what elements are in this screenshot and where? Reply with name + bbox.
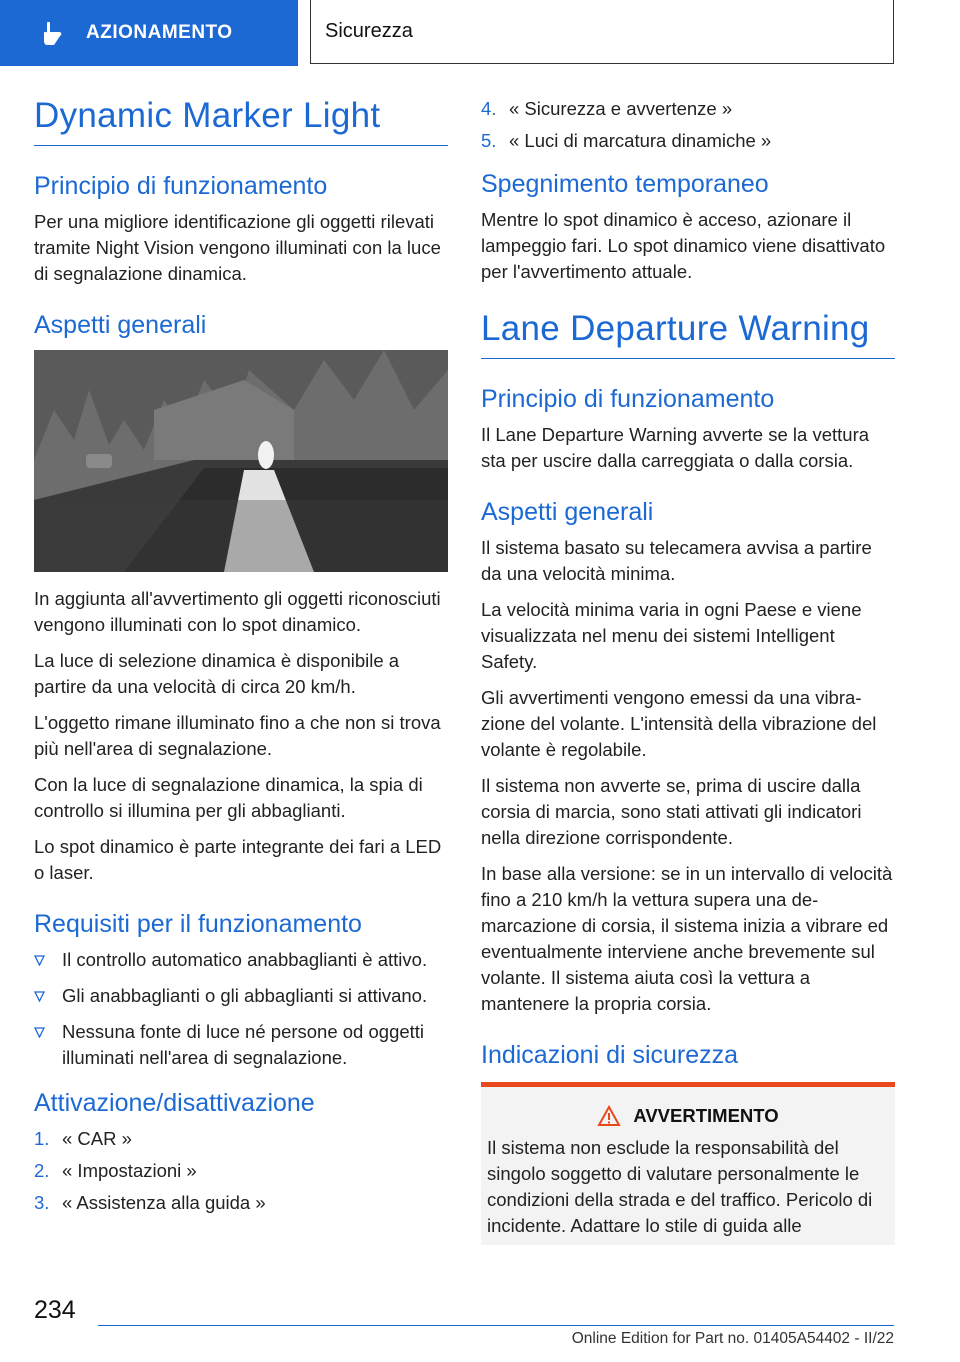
- general-paragraph: La luce di selezione dinamica è disponibile a partire da una velocità di circa 20 km/h.: [34, 650, 400, 697]
- general-paragraph: Gli avvertimenti vengono emessi da una vibrazione del volante. L'intensità della vibrazione del volante è regolabile.: [481, 687, 877, 760]
- activation-steps-continued: [481, 96, 895, 154]
- general-heading: Aspetti generali: [481, 498, 654, 526]
- general-paragraph: Il sistema basato su telecamera avvisa a partire da una velocità minima.: [481, 537, 872, 584]
- safety-heading: Indicazioni di sicurezza: [481, 1041, 739, 1069]
- principle-text: Il Lane Departure Warning avverte se la vettura sta per uscire dalla carreggiata o dalla corsia.: [481, 424, 870, 471]
- general-paragraph: La velocità minima varia in ogni Paese e viene visualizzata nel menu dei sistemi Intelligent Safety.: [481, 599, 862, 672]
- warning-title: AVVERTIMENTO: [633, 1105, 779, 1126]
- step-number: 1.: [34, 1128, 50, 1149]
- section-header: [310, 0, 894, 64]
- activation-heading: Attivazione/disattivazione: [34, 1089, 315, 1117]
- chapter-tab-label: AZIONAMENTO: [86, 22, 233, 43]
- requirements-list: [34, 947, 448, 1071]
- list-item: [34, 947, 448, 973]
- step-text: « Assistenza alla guida »: [62, 1192, 266, 1213]
- list-item: [34, 1019, 448, 1071]
- general-paragraph: In base alla versione: se in un intervallo di velocità fino a 210 km/h la vettura supera una demarcazione di corsia, il sistema inizia a vibrare ed eventualmente interviene anche brevemente sul volante. Il sistema aiuta così la vettura a mantenere la propria corsia.: [481, 863, 893, 1014]
- general-heading: Aspetti generali: [34, 311, 207, 339]
- requirements-heading: Requisiti per il funzionamento: [34, 910, 362, 938]
- principle-heading: Principio di funzionamento: [481, 385, 775, 413]
- lane-departure-warning-title: Lane Departure Warning: [481, 309, 895, 359]
- principle-text: Per una migliore identificazione gli oggetti rilevati tramite Night Vision vengono illuminati con la luce di segnalazione dinamica.: [34, 211, 441, 284]
- warning-text: Il sistema non esclude la responsabilità del singolo soggetto di valutare personalmente le condizioni della strada e del traffico. Pericolo di incidente. Adattare lo stile di guida alle: [487, 1137, 873, 1236]
- step-number: 2.: [34, 1160, 50, 1181]
- bullet-triangle-icon: [34, 991, 45, 1002]
- step-number: 3.: [34, 1192, 50, 1213]
- warning-box: [481, 1082, 895, 1245]
- principle-heading: Principio di funzionamento: [34, 172, 328, 200]
- activation-steps: [34, 1126, 448, 1216]
- general-paragraph: Lo spot dinamico è parte integrante dei fari a LED o laser.: [34, 836, 442, 883]
- bullet-triangle-icon: [34, 955, 45, 966]
- section-header-label: Sicurezza: [325, 20, 413, 42]
- hand-pointer-icon: [38, 19, 66, 47]
- dynamic-marker-light-title: Dynamic Marker Light: [34, 96, 448, 146]
- list-item-text: Il controllo automatico anabbaglianti è attivo.: [62, 949, 428, 970]
- step-text: « Luci di marcatura dinamiche »: [509, 130, 772, 151]
- list-item-text: Gli anabbaglianti o gli abbaglianti si attivano.: [62, 985, 428, 1006]
- general-paragraph: L'oggetto rimane illuminato fino a che non si trova più nell'area di segnalazione.: [34, 712, 441, 759]
- general-paragraph: In aggiunta all'avvertimento gli oggetti riconosciuti vengono illuminati con lo spot dinamico.: [34, 588, 441, 635]
- temp-off-text: Mentre lo spot dinamico è acceso, azionare il lampeggio fari. Lo spot dinamico viene disattivato per l'avvertimento attuale.: [481, 209, 886, 282]
- step-item: [481, 128, 895, 154]
- bullet-triangle-icon: [34, 1027, 45, 1038]
- step-text: « CAR »: [62, 1128, 132, 1149]
- step-text: « Impostazioni »: [62, 1160, 197, 1181]
- edition-text: Online Edition for Part no. 01405A54402 - II/22: [571, 1330, 894, 1347]
- left-column: [34, 96, 448, 1232]
- step-item: [34, 1158, 448, 1184]
- step-item: [34, 1190, 448, 1216]
- step-number: 5.: [481, 130, 497, 151]
- temp-off-heading: Spegnimento temporaneo: [481, 170, 769, 198]
- general-paragraph: Il sistema non avverte se, prima di uscire dalla corsia di marcia, sono stati attivati gli indicatori nella direzione corrispondente.: [481, 775, 862, 848]
- warning-header: [487, 1105, 889, 1127]
- footer-divider: [98, 1325, 894, 1326]
- list-item: [34, 983, 448, 1009]
- list-item-text: Nessuna fonte di luce né persone od oggetti illuminati nell'area di segnalazione.: [62, 1021, 425, 1068]
- warning-triangle-icon: [597, 1105, 621, 1127]
- night-vision-road-image: [34, 350, 448, 572]
- step-item: [34, 1126, 448, 1152]
- right-column: [481, 96, 895, 1245]
- chapter-tab[interactable]: [0, 0, 298, 66]
- page-number: 234: [34, 1296, 76, 1324]
- step-number: 4.: [481, 98, 497, 119]
- general-paragraph: Con la luce di segnalazione dinamica, la spia di controllo si illumina per gli abbaglianti.: [34, 774, 423, 821]
- step-text: « Sicurezza e avvertenze »: [509, 98, 733, 119]
- step-item: [481, 96, 895, 122]
